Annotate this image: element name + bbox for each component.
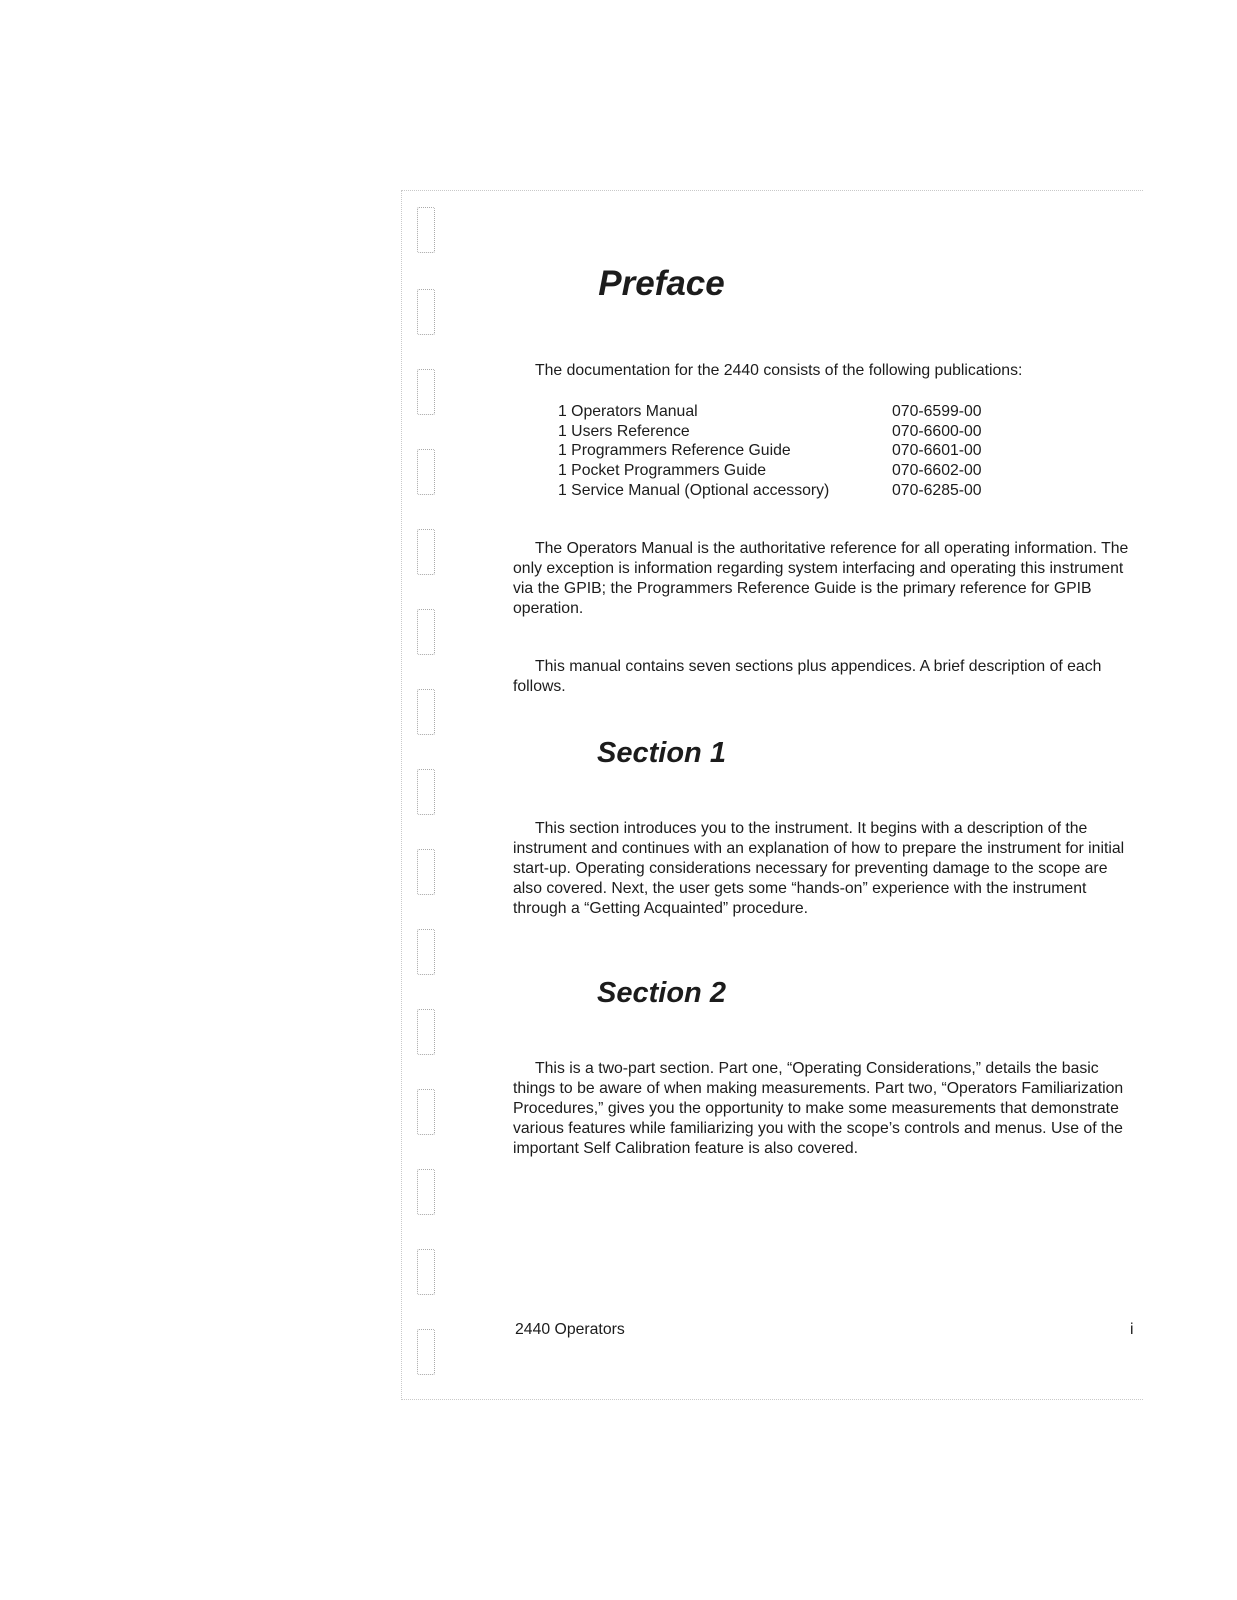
punch-hole xyxy=(417,529,435,575)
publication-number: 070-6285-00 xyxy=(892,481,982,499)
punch-hole xyxy=(417,1329,435,1375)
publication-row xyxy=(558,461,1018,481)
punch-hole xyxy=(417,369,435,415)
punch-hole xyxy=(417,1249,435,1295)
publication-row xyxy=(558,422,1018,442)
publication-number: 070-6600-00 xyxy=(892,422,982,440)
punch-hole xyxy=(417,609,435,655)
publication-row xyxy=(558,441,1018,461)
punch-hole xyxy=(417,1169,435,1215)
intro-paragraph: The documentation for the 2440 consists of the following publications: xyxy=(535,362,1023,379)
footer-manual-name: 2440 Operators xyxy=(515,1321,625,1338)
punch-hole xyxy=(417,207,435,253)
section-1-heading: Section 1 xyxy=(597,737,726,769)
authoritative-reference-paragraph: The Operators Manual is the authoritative reference for all operating information. The only exception is information regarding system interfacing and operating this instrument via the GPIB; the Programmers Reference Guide is the primary reference for GPIB operation. xyxy=(513,540,1129,617)
sections-overview-paragraph: This manual contains seven sections plus appendices. A brief description of each follows. xyxy=(513,658,1102,695)
publication-number: 070-6599-00 xyxy=(892,403,982,420)
publication-row xyxy=(558,481,1018,501)
section-2-heading: Section 2 xyxy=(597,977,726,1009)
section-1-description: This section introduces you to the instrument. It begins with a description of the instrument and continues with an explanation of how to prepare the instrument for initial start-up. Operating considerations necessary for preventing damage to the scope are also covered. Next, the user gets some “hands-on” experience with the instrument through a “Getting Acquainted” procedure. xyxy=(513,820,1125,917)
publication-row xyxy=(558,402,1018,422)
punch-hole xyxy=(417,449,435,495)
publication-number: 070-6601-00 xyxy=(892,442,982,460)
footer-page-number: i xyxy=(1130,1321,1134,1338)
publication-list xyxy=(558,402,1018,500)
publication-name: 1 Service Manual (Optional accessory) xyxy=(558,481,830,499)
punch-hole xyxy=(417,689,435,735)
publication-number: 070-6602-00 xyxy=(892,462,982,480)
punch-hole xyxy=(417,769,435,815)
publication-name: 1 Programmers Reference Guide xyxy=(558,442,791,460)
publication-name: 1 Operators Manual xyxy=(558,403,698,420)
punch-hole xyxy=(417,1089,435,1135)
punch-hole xyxy=(417,1009,435,1055)
page-title: Preface xyxy=(598,264,725,303)
section-2-description: This is a two-part section. Part one, “Operating Considerations,” details the basic things to be aware of when making measurements. Part two, “Operators Familiarization Procedures,” gives you the opportunity to make some measurements that demonstrate various features while familiarizing you with the scope’s controls and menus. Use of the important Self Calibration feature is also covered. xyxy=(513,1060,1124,1157)
punch-hole xyxy=(417,929,435,975)
punch-hole xyxy=(417,849,435,895)
publication-name: 1 Pocket Programmers Guide xyxy=(558,462,767,480)
publication-name: 1 Users Reference xyxy=(558,422,690,440)
